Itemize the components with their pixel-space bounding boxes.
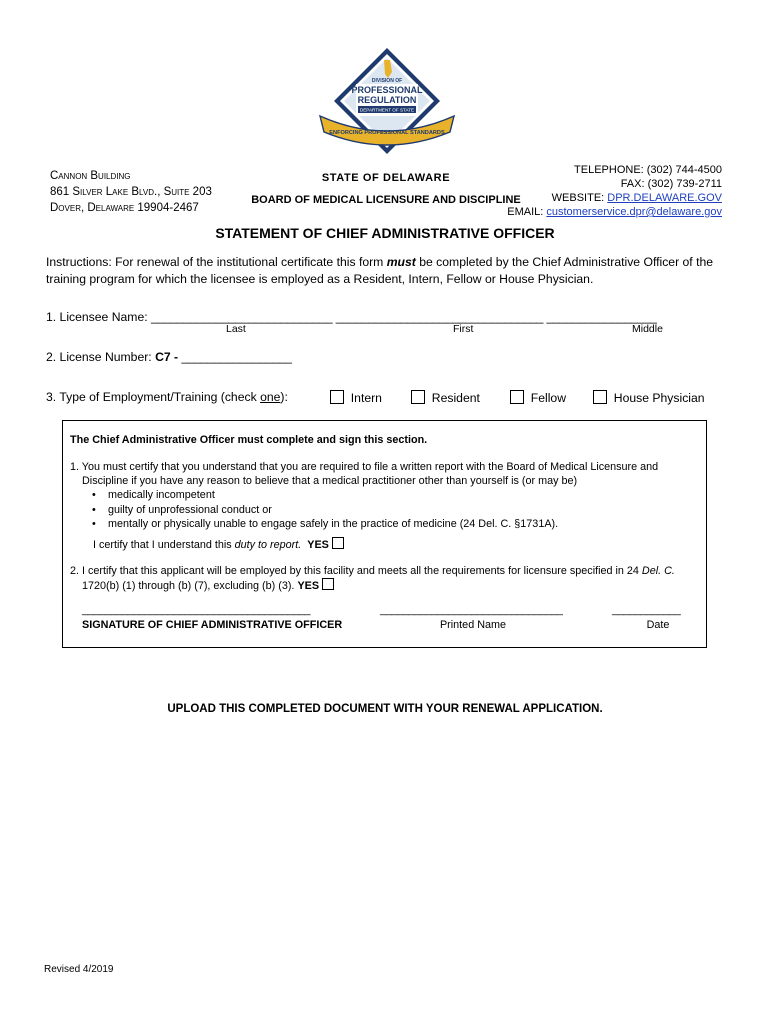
employment-label-end: ): (280, 390, 288, 404)
option-intern[interactable] (330, 390, 382, 405)
certify-duty-row (93, 537, 344, 551)
logo-line2: PROFESSIONAL (351, 85, 423, 95)
printed-name-field[interactable]: ________________________________ (380, 604, 563, 616)
signature-field[interactable]: ________________________________________ (82, 604, 311, 616)
bullet-item: • guilty of unprofessional conduct or (92, 503, 558, 518)
board-heading: BOARD OF MEDICAL LICENSURE AND DISCIPLINE (251, 194, 521, 206)
revision-date: Revised 4/2019 (44, 964, 114, 975)
license-prefix: C7 - (155, 350, 182, 364)
option-label: Intern (350, 391, 382, 405)
option-resident[interactable] (411, 390, 480, 405)
option-house-physician[interactable] (593, 390, 705, 405)
employment-label-one: one (260, 390, 281, 404)
printed-name-label: Printed Name (439, 619, 506, 631)
license-number-field[interactable]: _________________ (181, 350, 292, 364)
address-line3: Dover, Delaware 19904-2467 (50, 202, 199, 214)
certify-prefix: I certify that I understand this (93, 539, 235, 551)
option-label: Resident (431, 391, 480, 405)
cao-heading: The Chief Administrative Officer must complete and sign this section. (70, 434, 428, 446)
signature-label: SIGNATURE OF CHIEF ADMINISTRATIVE OFFICER (82, 619, 343, 631)
logo-line1: DIVISION OF (371, 78, 403, 84)
licensee-name-label: 1. Licensee Name: (46, 310, 152, 324)
form-title: STATEMENT OF CHIEF ADMINISTRATIVE OFFICER (215, 225, 555, 241)
logo-line3: REGULATION (357, 95, 417, 105)
item2-prefix: 2. I certify that this applicant will be employed by this facility and meets all the requirements for licensure specified in 24 (70, 565, 642, 577)
address-line2: 861 Silver Lake Blvd., Suite 203 (50, 186, 212, 198)
instructions-suffix: be completed by the Chief Administrative Officer of the training program for which the licensee is employed as a Resident, Intern, Fellow or House Physician. (46, 255, 714, 286)
option-label: House Physician (613, 391, 705, 405)
address-line1: Cannon Building (50, 170, 131, 182)
license-number-label: 2. License Number: (46, 350, 156, 364)
date-field[interactable]: ____________ (612, 604, 681, 616)
checkbox[interactable] (593, 390, 607, 404)
upload-notice: UPLOAD THIS COMPLETED DOCUMENT WITH YOUR RENEWAL APPLICATION. (167, 703, 603, 715)
office-address (50, 168, 212, 216)
website-row (507, 191, 722, 205)
checkbox[interactable] (330, 390, 344, 404)
cao-bullets (92, 488, 558, 532)
logo-banner: ENFORCING PROFESSIONAL STANDARDS (329, 130, 445, 136)
instructions-emphasis: must (386, 255, 416, 269)
license-number-row (46, 350, 292, 364)
yes-label: YES (307, 539, 329, 551)
option-label: Fellow (530, 391, 566, 405)
division-seal-logo (312, 46, 462, 158)
date-label: Date (646, 619, 670, 631)
certify-emphasis: duty to report. (234, 539, 302, 551)
yes-label-2: YES (297, 580, 320, 592)
first-name-field[interactable]: ________________________________ (335, 310, 544, 324)
last-sublabel: Last (226, 323, 246, 335)
yes-checkbox-1[interactable] (332, 537, 344, 549)
bullet-item: • medically incompetent (92, 488, 558, 503)
employment-label-start: 3. Type of Employment/Training (check (46, 390, 261, 404)
option-fellow[interactable] (510, 390, 566, 405)
website-link[interactable]: DPR.DELAWARE.GOV (607, 192, 722, 204)
cao-item1: 1. You must certify that you understand that you are required to file a written report with the Board of Medical Licensure and Discipline if you have any reason to believe that a medical practitioner other than yourself is (or may be) (70, 461, 659, 487)
middle-sublabel: Middle (632, 323, 663, 335)
bullet-item: • mentally or physically unable to engage safely in the practice of medicine (24 Del. C. §1731A). (92, 517, 558, 532)
website-label: WEBSITE: (551, 192, 608, 204)
last-name-field[interactable]: ____________________________ (151, 310, 333, 324)
telephone: TELEPHONE: (302) 744-4500 (574, 164, 722, 176)
licensee-name-row (46, 310, 657, 324)
employment-type-label (46, 390, 288, 404)
item2-emphasis: Del. C. (641, 565, 675, 577)
logo-line4: DEPARTMENT OF STATE (359, 107, 415, 113)
yes-checkbox-2[interactable] (322, 578, 334, 590)
cao-item2 (70, 564, 694, 593)
email-row (507, 205, 722, 219)
instructions-prefix: Instructions: For renewal of the institutional certificate this form (46, 255, 387, 269)
first-sublabel: First (453, 323, 474, 335)
middle-name-field[interactable]: _________________ (546, 310, 657, 324)
instructions (46, 254, 726, 288)
item2-suffix: 1720(b) (1) through (b) (7), excluding (b) (3). (82, 580, 295, 592)
contact-info (507, 163, 722, 219)
checkbox[interactable] (411, 390, 425, 404)
state-heading: STATE OF DELAWARE (321, 172, 451, 184)
fax: FAX: (302) 739-2711 (620, 178, 722, 190)
email-label: EMAIL: (507, 206, 547, 218)
email-link[interactable]: customerservice.dpr@delaware.gov (546, 206, 722, 218)
checkbox[interactable] (510, 390, 524, 404)
